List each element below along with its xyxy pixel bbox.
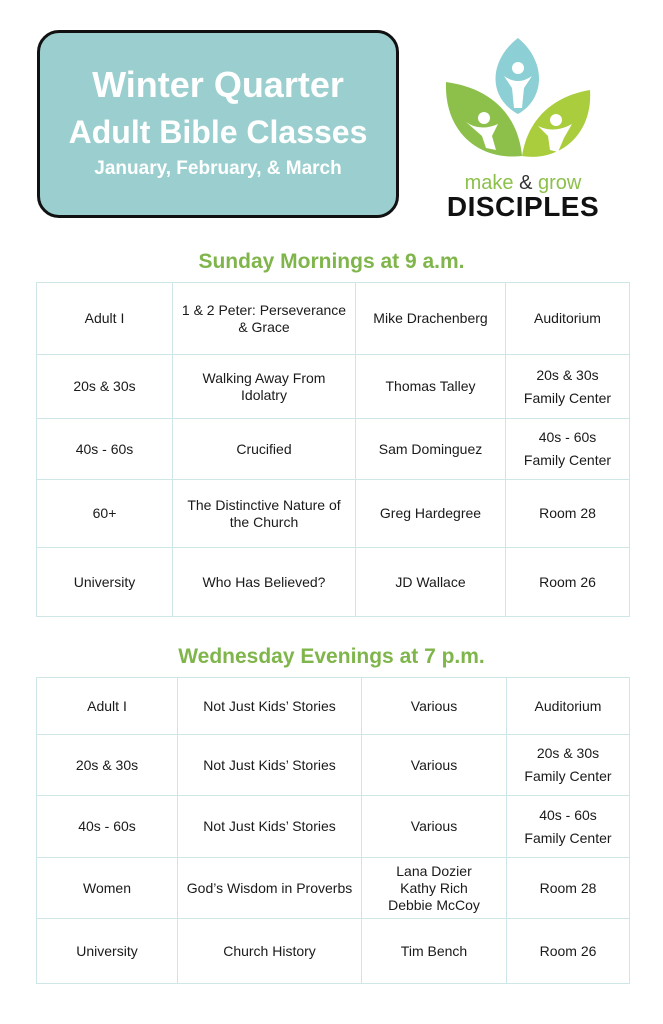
class-cell: University [37, 548, 173, 617]
table-row [37, 419, 630, 480]
class-cell: Women [37, 858, 178, 919]
make-and-grow-disciples-logo [438, 36, 608, 221]
location-cell [506, 548, 630, 617]
teacher-name: Debbie McCoy [388, 896, 480, 913]
location-line: Family Center [523, 452, 612, 468]
teacher-name: Various [410, 697, 458, 714]
teacher-name: Various [410, 818, 458, 834]
teacher-name: Tim Bench [400, 942, 468, 959]
location-line: 20s & 30s [536, 366, 599, 383]
location-cell [506, 355, 630, 419]
logo-grow: grow [538, 172, 582, 194]
location-line: Family Center [524, 768, 612, 784]
wednesday-schedule-table [36, 677, 630, 984]
location-cell [506, 419, 630, 480]
teacher-cell [362, 735, 507, 796]
logo-make: make [464, 172, 514, 194]
location-line: Room 28 [539, 879, 597, 896]
location-cell [507, 919, 630, 984]
teacher-cell [362, 796, 507, 858]
teacher-name: Thomas Talley [385, 378, 476, 394]
teacher-cell [356, 283, 506, 355]
teacher-cell [362, 678, 507, 735]
table-row [37, 480, 630, 548]
class-cell: University [37, 919, 178, 984]
teacher-cell [356, 355, 506, 419]
location-cell [506, 283, 630, 355]
title-banner [37, 30, 399, 218]
table-row [37, 283, 630, 355]
banner-title: Winter Quarter [92, 64, 344, 105]
location-line: Room 28 [539, 505, 596, 521]
topic-cell: Not Just Kids’ Stories [178, 735, 362, 796]
location-cell [507, 735, 630, 796]
table-row [37, 919, 630, 984]
topic-cell: 1 & 2 Peter: Perseverance & Grace [173, 283, 356, 355]
class-cell: Adult I [37, 283, 173, 355]
teacher-name: Kathy Rich [400, 879, 468, 896]
location-cell [506, 480, 630, 548]
topic-cell: Walking Away From Idolatry [173, 355, 356, 419]
teacher-name: Various [410, 756, 458, 773]
teacher-name: Lana Dozier [396, 862, 472, 879]
class-cell: 20s & 30s [37, 355, 173, 419]
banner-months: January, February, & March [94, 158, 342, 179]
table-row [37, 355, 630, 419]
table-row [37, 548, 630, 617]
sunday-title: Sunday Mornings at 9 a.m. [198, 250, 465, 273]
topic-cell: Not Just Kids’ Stories [178, 796, 362, 858]
location-line: 20s & 30s [536, 745, 600, 761]
wednesday-title: Wednesday Evenings at 7 p.m. [178, 645, 485, 668]
sunday-schedule-table [36, 282, 630, 617]
teacher-name: Sam Dominguez [378, 440, 483, 457]
table-row [37, 735, 630, 796]
topic-cell: Not Just Kids’ Stories [178, 678, 362, 735]
teacher-cell [356, 419, 506, 480]
logo-ampersand: & [519, 172, 533, 194]
banner-subtitle: Adult Bible Classes [68, 114, 368, 150]
class-cell: 40s - 60s [37, 796, 178, 858]
teacher-name: JD Wallace [395, 573, 466, 590]
teacher-name: Mike Drachenberg [373, 310, 488, 326]
location-cell [507, 796, 630, 858]
location-line: Room 26 [539, 942, 597, 959]
teacher-cell [356, 480, 506, 548]
location-cell [507, 678, 630, 735]
class-cell: 20s & 30s [37, 735, 178, 796]
teacher-cell [362, 858, 507, 919]
topic-cell: God’s Wisdom in Proverbs [178, 858, 362, 919]
location-line: Family Center [523, 389, 612, 406]
table-row [37, 858, 630, 919]
location-line: Family Center [524, 829, 612, 846]
topic-cell: Who Has Believed? [173, 548, 356, 617]
class-cell: 40s - 60s [37, 419, 173, 480]
leaves-people-icon [438, 36, 608, 176]
class-cell: 60+ [37, 480, 173, 548]
teacher-name: Greg Hardegree [379, 505, 482, 521]
location-line: 40s - 60s [538, 429, 597, 445]
location-line: Auditorium [534, 310, 601, 326]
topic-cell: Church History [178, 919, 362, 984]
teacher-cell [362, 919, 507, 984]
logo-brand: DISCIPLES [446, 191, 600, 222]
table-row [37, 678, 630, 735]
location-line: Room 26 [539, 573, 596, 590]
location-line: Auditorium [534, 697, 602, 714]
location-line: 40s - 60s [539, 806, 597, 823]
teacher-cell [356, 548, 506, 617]
table-row [37, 796, 630, 858]
topic-cell: The Distinctive Nature of the Church [173, 480, 356, 548]
location-cell [507, 858, 630, 919]
class-cell: Adult I [37, 678, 178, 735]
topic-cell: Crucified [173, 419, 356, 480]
